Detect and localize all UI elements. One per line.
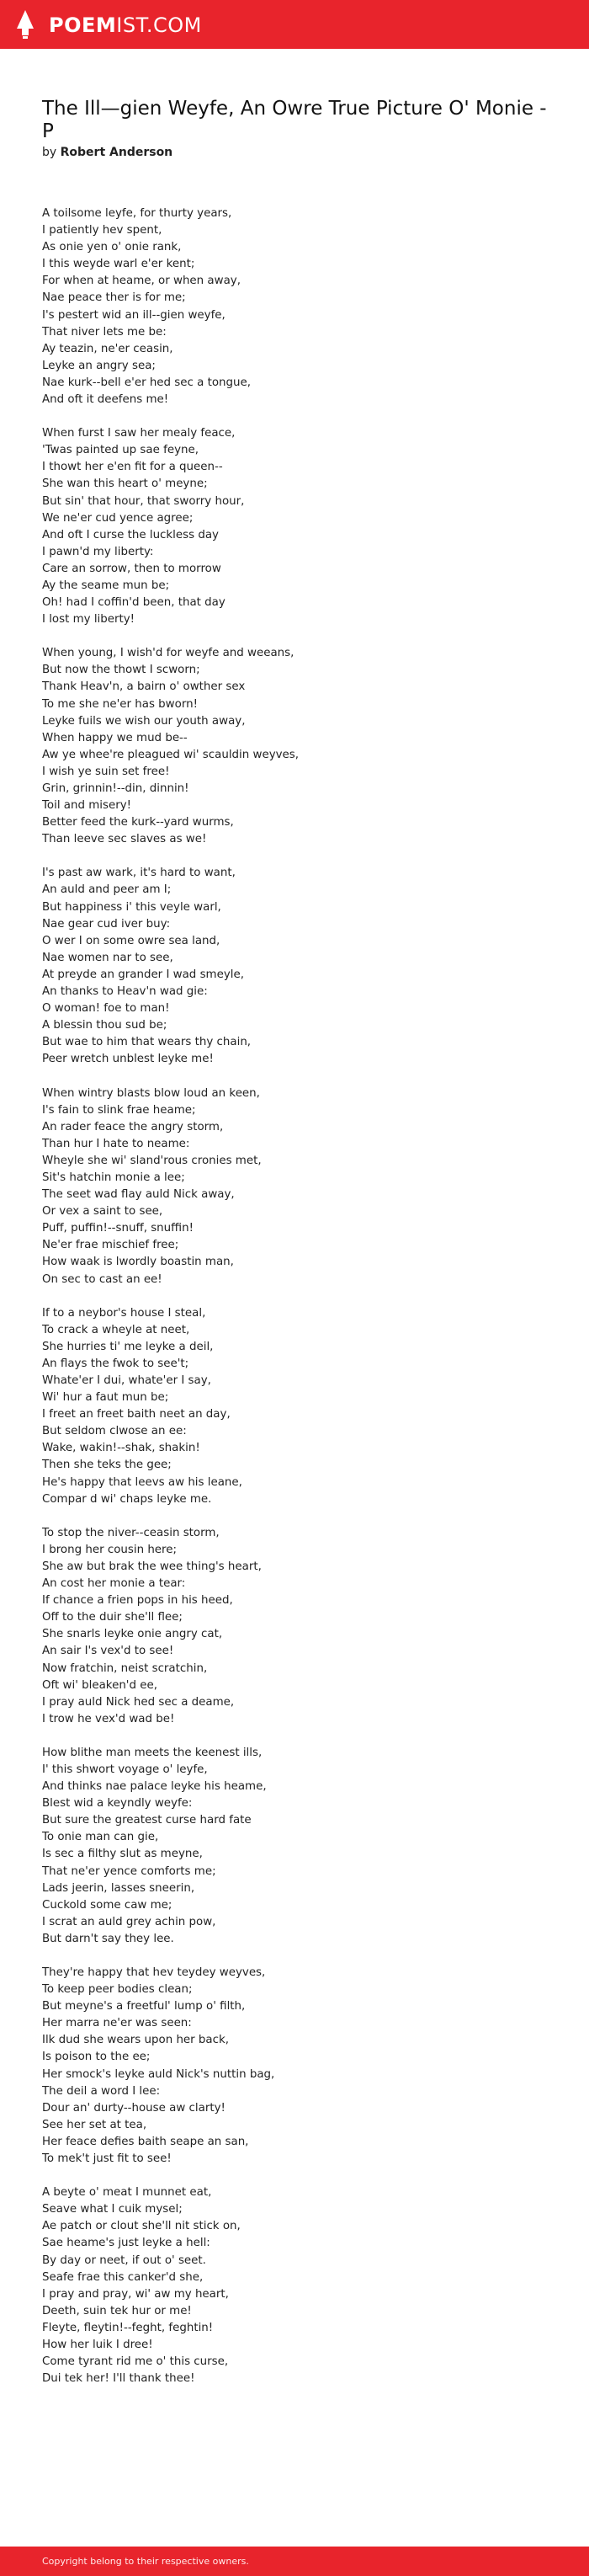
poem-line: I thowt her e'en fit for a queen-- (42, 461, 223, 474)
poem-line: Peer wretch unblest leyke me! (42, 1053, 214, 1066)
poem-line: We ne'er cud yence agree; (42, 511, 194, 525)
poem-line: Aw ye whee're pleagued wi' scauldin weyves, (42, 748, 300, 761)
poem-body (42, 205, 547, 2404)
poem-line: Nae women nar to see, (42, 951, 173, 964)
poem-line: Is poison to the ee; (42, 2051, 151, 2064)
poem-line: I's pestert wid an ill--gien weyfe, (42, 308, 226, 322)
poem-line: Now fratchin, neist scratchin, (42, 1661, 208, 1675)
poem-line: Compar d wi' chaps leyke me. (42, 1492, 212, 1506)
poem-line: They're happy that hev teydey weyves, (42, 1966, 266, 1979)
poem-line: O wer I on some owre sea land, (42, 934, 220, 947)
poem-line: And oft it deefens me! (42, 393, 169, 407)
poem-line: As onie yen o' onie rank, (42, 241, 182, 254)
poem-line: If chance a frien pops in his heed, (42, 1594, 233, 1608)
poem-line: I's fain to slink frae heame; (42, 1103, 196, 1117)
poem-line: How blithe man meets the keenest ills, (42, 1746, 263, 1759)
poem-line: She snarls leyke onie angry cat, (42, 1628, 223, 1641)
poem-line: Wheyle she wi' sland'rous cronies met, (42, 1154, 262, 1167)
poem-line: Cuckold some caw me; (42, 1898, 172, 1912)
poem-line: Ne'er frae mischief free; (42, 1239, 179, 1252)
poem-line: Ay the seame mun be; (42, 579, 170, 592)
poem-line: But wae to him that wears thy chain, (42, 1036, 252, 1049)
poem-line: I patiently hev spent, (42, 224, 162, 237)
poem-line: Leyke fuils we wish our youth away, (42, 714, 246, 728)
poem-line: But sure the greatest curse hard fate (42, 1814, 252, 1827)
poem-line: If to a neybor's house I steal, (42, 1306, 206, 1320)
poem-line: Seafe frae this canker'd she, (42, 2270, 204, 2284)
poem-line: A beyte o' meat I munnet eat, (42, 2186, 212, 2200)
poem-line: But seldom clwose an ee: (42, 1425, 187, 1438)
poem-line: When young, I wish'd for weyfe and weeans, (42, 647, 294, 660)
poem-line: I trow he vex'd wad be! (42, 1712, 175, 1725)
poem-title: The Ill—gien Weyfe, An Owre True Picture O' Monie - P (42, 98, 547, 142)
poem-line: She hurries ti' me leyke a deil, (42, 1340, 214, 1353)
footer-bar (0, 2547, 589, 2576)
poem-stanza (42, 425, 547, 628)
poem-line: Sae heame's just leyke a hell: (42, 2237, 210, 2250)
poem-line: Oh! had I coffin'd been, that day (42, 596, 226, 610)
poem-line: See her set at tea, (42, 2118, 147, 2131)
poem-line: I wish ye suin set free! (42, 765, 170, 778)
poem-stanza (42, 1745, 547, 1948)
poem-line: He's happy that leevs aw his leane, (42, 1475, 242, 1489)
poem-line: Puff, puffin!--snuff, snuffin! (42, 1222, 194, 1235)
poem-line: Blest wid a keyndly weyfe: (42, 1797, 193, 1811)
poem-line: Than hur I hate to neame: (42, 1137, 190, 1150)
poem-line: Thank Heav'n, a bairn o' owther sex (42, 680, 246, 694)
poem-line: At preyde an grander I wad smeyle, (42, 968, 244, 981)
poem-line: Oft wi' bleaken'd ee, (42, 1678, 157, 1692)
by-label: by (42, 146, 57, 159)
poem-line: To mek't just fit to see! (42, 2152, 172, 2166)
poem-line: How her luik I dree! (42, 2338, 153, 2351)
quill-logo-icon[interactable] (15, 10, 35, 39)
poem-stanza (42, 865, 547, 1068)
poem-line: Leyke an angry sea; (42, 359, 156, 372)
poem-line: For when at heame, or when away, (42, 275, 241, 288)
poem-line: Than leeve sec slaves as we! (42, 833, 207, 846)
poem-line: Lads jeerin, lasses sneerin, (42, 1881, 195, 1895)
poem-line: To stop the niver--ceasin storm, (42, 1526, 220, 1539)
poem-line: I pray and pray, wi' aw my heart, (42, 2287, 229, 2301)
poem-line: The deil a word I lee: (42, 2084, 161, 2098)
poem-line: Ae patch or clout she'll nit stick on, (42, 2220, 241, 2233)
poem-line: The seet wad flay auld Nick away, (42, 1188, 235, 1202)
poem-line: Is sec a filthy slut as meyne, (42, 1848, 203, 1861)
poem-line: Her smock's leyke auld Nick's nuttin bag, (42, 2067, 275, 2081)
poem-line: Deeth, suin tek hur or me! (42, 2304, 192, 2317)
poem-line: An thanks to Heav'n wad gie: (42, 985, 208, 999)
poem-line: A toilsome leyfe, for thurty years, (42, 207, 232, 220)
poem-line: To onie man can gie, (42, 1831, 159, 1844)
poem-line: To keep peer bodies clean; (42, 1983, 193, 1997)
poem-line: An flays the fwok to see't; (42, 1357, 189, 1370)
poem-line: And thinks nae palace leyke his heame, (42, 1780, 267, 1794)
poem-line: On sec to cast an ee! (42, 1272, 162, 1286)
poem-stanza (42, 1525, 547, 1728)
copyright-notice: Copyright belong to their respective owners. (42, 2556, 249, 2567)
poem-stanza (42, 1085, 547, 1288)
logo-bold-text: POEM (49, 13, 117, 37)
poem-line: I pray auld Nick hed sec a deame, (42, 1695, 235, 1709)
poem-line: Toil and misery! (42, 799, 132, 813)
poem-line: Or vex a saint to see, (42, 1205, 163, 1219)
poem-line: But now the thowt I scworn; (42, 664, 200, 677)
poem-line: I freet an freet baith neet an day, (42, 1408, 231, 1421)
poem-line: Ay teazin, ne'er ceasin, (42, 342, 173, 355)
poem-line: Whate'er I dui, whate'er I say, (42, 1374, 211, 1387)
poem-line: But darn't say they lee. (42, 1932, 174, 1945)
poem-line: To me she ne'er has bworn! (42, 697, 198, 711)
poem-line: Off to the duir she'll flee; (42, 1611, 183, 1624)
poem-stanza (42, 205, 547, 408)
poem-line: But happiness i' this veyle warl, (42, 900, 221, 914)
poem-line: When wintry blasts blow loud an keen, (42, 1086, 260, 1100)
poem-line: Come tyrant rid me o' this curse, (42, 2355, 229, 2369)
byline (42, 145, 172, 160)
poem-line: When furst I saw her mealy feace, (42, 427, 236, 440)
poem-line: An sair I's vex'd to see! (42, 1645, 174, 1658)
poem-line: Seave what I cuik mysel; (42, 2203, 183, 2216)
poem-line: Sit's hatchin monie a lee; (42, 1171, 185, 1184)
poem-line: I's past aw wark, it's hard to want, (42, 867, 236, 880)
poem-line: An rader feace the angry storm, (42, 1120, 224, 1133)
top-bar (0, 0, 589, 49)
poem-stanza (42, 1965, 547, 2168)
poem-line: Ilk dud she wears upon her back, (42, 2034, 230, 2047)
poem-line: Her feace defies baith seape an san, (42, 2135, 249, 2148)
poem-line: O woman! foe to man! (42, 1002, 170, 1016)
poem-line: I scrat an auld grey achin pow, (42, 1915, 216, 1928)
poem-line: Her marra ne'er was seen: (42, 2017, 192, 2030)
poem-line: I' this shwort voyage o' leyfe, (42, 1763, 208, 1776)
poem-line: She wan this heart o' meyne; (42, 477, 208, 491)
site-logo[interactable] (49, 13, 202, 38)
poem-line: Nae kurk--bell e'er hed sec a tongue, (42, 376, 252, 389)
poem-line: Wi' hur a faut mun be; (42, 1391, 169, 1405)
poem-line: She aw but brak the wee thing's heart, (42, 1560, 262, 1573)
poem-line: Wake, wakin!--shak, shakin! (42, 1442, 200, 1455)
poem-line: By day or neet, if out o' seet. (42, 2253, 206, 2267)
poem-line: I lost my liberty! (42, 613, 135, 627)
poem-line: Better feed the kurk--yard wurms, (42, 816, 234, 829)
poem-line: When happy we mud be-- (42, 731, 188, 744)
poem-line: Fleyte, fleytin!--feght, feghtin! (42, 2321, 214, 2334)
poem-line: I this weyde warl e'er kent; (42, 258, 195, 271)
author-link[interactable]: Robert Anderson (60, 146, 173, 159)
poem-line: 'Twas painted up sae feyne, (42, 444, 199, 457)
poem-line: An auld and peer am I; (42, 883, 172, 897)
poem-line: Nae peace ther is for me; (42, 291, 186, 305)
poem-line: That ne'er yence comforts me; (42, 1864, 216, 1878)
poem-line: Nae gear cud iver buy: (42, 917, 171, 931)
poem-line: An cost her monie a tear: (42, 1577, 186, 1591)
poem-line: Then she teks the gee; (42, 1459, 172, 1472)
poem-line: But meyne's a freetful' lump o' filth, (42, 2000, 246, 2013)
poem-line: And oft I curse the luckless day (42, 528, 219, 541)
logo-light-text: IST.COM (116, 13, 202, 37)
poem-stanza (42, 645, 547, 848)
poem-stanza (42, 2184, 547, 2387)
poem-line: Grin, grinnin!--din, dinnin! (42, 782, 189, 795)
poem-stanza (42, 1305, 547, 1508)
poem-line: But sin' that hour, that sworry hour, (42, 494, 245, 508)
poem-line: I brong her cousin here; (42, 1543, 178, 1556)
poem-line: Dui tek her! I'll thank thee! (42, 2372, 195, 2386)
poem-line: Dour an' durty--house aw clarty! (42, 2101, 226, 2115)
poem-line: A blessin thou sud be; (42, 1019, 167, 1032)
poem-line: Care an sorrow, then to morrow (42, 562, 221, 575)
poem-line: To crack a wheyle at neet, (42, 1323, 190, 1336)
poem-line: I pawn'd my liberty: (42, 545, 154, 558)
poem-line: How waak is lwordly boastin man, (42, 1256, 234, 1269)
poem-line: That niver lets me be: (42, 325, 167, 339)
